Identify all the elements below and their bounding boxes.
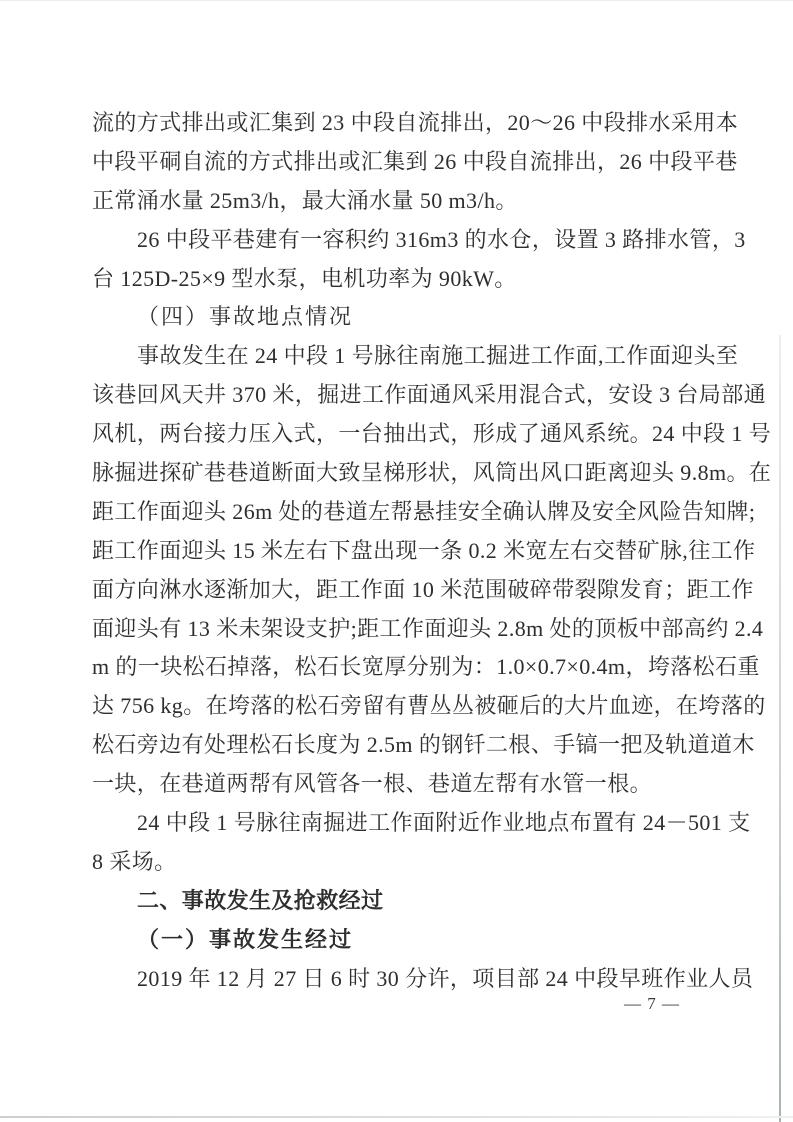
scan-edge-bottom — [0, 1116, 793, 1118]
subsection-heading-one: （一）事故发生经过 — [137, 926, 354, 952]
body-line: 流的方式排出或汇集到 23 中段自流排出，20～26 中段排水采用本 — [92, 110, 739, 135]
body-line: 2019 年 12 月 27 日 6 时 30 分许，项目部 24 中段早班作业人员 — [137, 965, 754, 991]
section-heading-two: 二、事故发生及抢救经过 — [137, 887, 384, 913]
body-line: 风机，两台接力压入式，一台抽出式，形成了通风系统。24 中段 1 号 — [92, 421, 772, 447]
body-line: 脉掘进探矿巷巷道断面大致呈梯形状，风筒出风口距离迎头 9.8m。在 — [92, 460, 772, 486]
body-line: 台 125D-25×9 型水泵，电机功率为 90kW。 — [92, 265, 517, 291]
body-line: 一块，在巷道两帮有风管各一根、巷道左帮有水管一根。 — [92, 771, 653, 797]
body-line: 24 中段 1 号脉往南掘进工作面附近作业地点布置有 24－501 支 — [137, 810, 751, 836]
body-line: 达 756 kg。在垮落的松石旁留有曹丛丛被砸后的大片血迹，在垮落的 — [92, 693, 766, 719]
body-line: 面方向淋水逐渐加大，距工作面 10 米范围破碎带裂隙发育；距工作 — [92, 576, 754, 602]
body-line: 该巷回风天井 370 米，掘进工作面通风采用混合式，安设 3 台局部通 — [92, 382, 767, 408]
body-line: 松石旁边有处理松石长度为 2.5m 的钢钎二根、手镐一把及轨道道木 — [92, 732, 755, 758]
body-line: 26 中段平巷建有一容积约 316m3 的水仓，设置 3 路排水管，3 — [137, 226, 746, 252]
body-line: 事故发生在 24 中段 1 号脉往南施工掘进工作面,工作面迎头至 — [137, 343, 739, 369]
subsection-heading-four: （四）事故地点情况 — [137, 304, 354, 330]
scan-edge-top — [0, 0, 793, 1]
body-line: 面迎头有 13 米未架设支护;距工作面迎头 2.8m 处的顶板中部高约 2.4 — [92, 615, 764, 641]
body-line: 8 采场。 — [92, 848, 177, 874]
body-line: 正常涌水量 25m3/h，最大涌水量 50 m3/h。 — [92, 187, 518, 213]
body-line: 距工作面迎头 15 米左右下盘出现一条 0.2 米宽左右交替矿脉,往工作 — [92, 537, 756, 563]
body-line: m 的一块松石掉落，松石长宽厚分别为：1.0×0.7×0.4m，垮落松石重 — [92, 654, 760, 680]
page-number: — 7 — — [624, 994, 680, 1013]
body-line: 中段平硐自流的方式排出或汇集到 26 中段自流排出，26 中段平巷 — [92, 148, 738, 174]
document-body — [92, 104, 772, 998]
scan-edge-right — [779, 335, 781, 1122]
body-line: 距工作面迎头 26m 处的巷道左帮悬挂安全确认牌及安全风险告知牌; — [92, 498, 756, 524]
